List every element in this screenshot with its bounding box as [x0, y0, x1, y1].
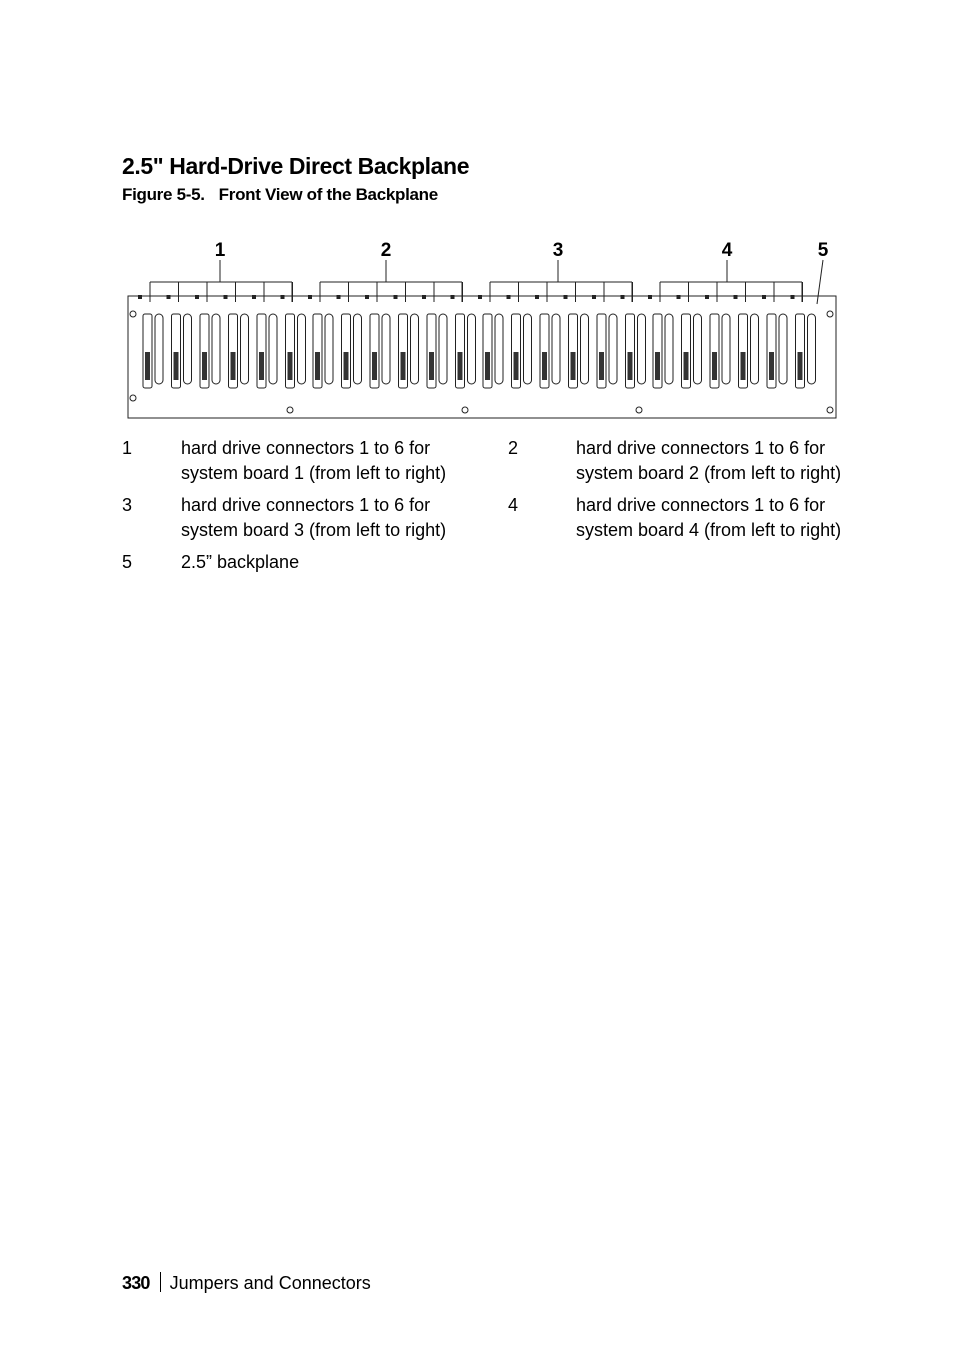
- connector-slot: [638, 314, 646, 384]
- connector-slot: [439, 314, 447, 384]
- connector-slot: [808, 314, 816, 384]
- connector-slot: [694, 314, 702, 384]
- connector-label-mark: [252, 295, 256, 299]
- section-heading: 2.5" Hard-Drive Direct Backplane: [122, 153, 470, 179]
- connector-pins: [571, 352, 576, 380]
- callout-text: 2.5” backplane: [181, 552, 300, 572]
- connector-label-mark: [451, 295, 455, 299]
- connector-pins: [145, 352, 150, 380]
- connector-pins: [231, 352, 236, 380]
- connector-label-mark: [422, 295, 426, 299]
- connector-pins: [259, 352, 264, 380]
- connector-slot: [468, 314, 476, 384]
- connector-pins: [769, 352, 774, 380]
- callout-label-3: 3: [552, 240, 564, 261]
- callout-label-2: 2: [380, 240, 392, 261]
- callout-label-1: 1: [214, 240, 226, 261]
- callout-label-5: 5: [817, 240, 829, 261]
- connector-label-mark: [365, 295, 369, 299]
- connector-slot: [722, 314, 730, 384]
- connector-pins: [288, 352, 293, 380]
- connector-slot: [665, 314, 673, 384]
- connector-label-mark: [478, 295, 482, 299]
- connector-pins: [485, 352, 490, 380]
- callout-row: [122, 436, 862, 493]
- connector-pins: [741, 352, 746, 380]
- connector-pins: [401, 352, 406, 380]
- callout-row: [122, 493, 862, 550]
- connector-slot: [751, 314, 759, 384]
- connector-slot: [411, 314, 419, 384]
- callout-number: 5: [122, 552, 133, 572]
- callout-number: 1: [122, 438, 133, 458]
- connector-label-mark: [195, 295, 199, 299]
- connector-slot: [581, 314, 589, 384]
- figure-caption-label: Figure 5-5.: [122, 185, 205, 204]
- connector-pins: [514, 352, 519, 380]
- mounting-hole: [462, 407, 468, 413]
- connector-label-mark: [308, 295, 312, 299]
- connector-pins: [458, 352, 463, 380]
- figure-caption-title: Front View of the Backplane: [218, 185, 438, 204]
- connector-slot: [269, 314, 277, 384]
- connector-pins: [599, 352, 604, 380]
- connector-pins: [628, 352, 633, 380]
- connector-label-mark: [734, 295, 738, 299]
- connector-label-mark: [281, 295, 285, 299]
- connector-pins: [372, 352, 377, 380]
- connector-slot: [155, 314, 163, 384]
- connector-slot: [495, 314, 503, 384]
- connector-slot: [325, 314, 333, 384]
- connector-label-mark: [791, 295, 795, 299]
- connector-slot: [212, 314, 220, 384]
- callout-number: 2: [508, 438, 519, 458]
- connector-label-mark: [507, 295, 511, 299]
- connector-pins: [174, 352, 179, 380]
- connector-pins: [315, 352, 320, 380]
- connector-label-mark: [138, 295, 142, 299]
- connector-label-mark: [167, 295, 171, 299]
- connector-pins: [429, 352, 434, 380]
- connector-slot: [779, 314, 787, 384]
- callout-number: 4: [508, 495, 519, 515]
- callout-text: hard drive connectors 1 to 6 for system board 4 (from left to right): [576, 495, 842, 540]
- connector-slot: [354, 314, 362, 384]
- callout-label-4: 4: [721, 240, 733, 261]
- mounting-hole: [827, 311, 833, 317]
- connector-label-mark: [677, 295, 681, 299]
- connector-slot: [524, 314, 532, 384]
- connector-slot: [382, 314, 390, 384]
- connector-label-mark: [621, 295, 625, 299]
- footer-section-title: Jumpers and Connectors: [169, 1273, 371, 1293]
- backplane-diagram: [120, 232, 845, 424]
- page-footer: [122, 1272, 371, 1294]
- connector-pins: [344, 352, 349, 380]
- connector-label-mark: [705, 295, 709, 299]
- connector-label-mark: [564, 295, 568, 299]
- connector-pins: [684, 352, 689, 380]
- connector-label-mark: [648, 295, 652, 299]
- mounting-hole: [287, 407, 293, 413]
- connector-slot: [241, 314, 249, 384]
- mounting-hole: [636, 407, 642, 413]
- callout-text: hard drive connectors 1 to 6 for system board 2 (from left to right): [576, 438, 842, 483]
- connector-slot: [609, 314, 617, 384]
- figure-caption: [122, 185, 438, 205]
- connector-slot: [552, 314, 560, 384]
- callout-text: hard drive connectors 1 to 6 for system board 3 (from left to right): [181, 495, 447, 540]
- connector-pins: [798, 352, 803, 380]
- connector-label-mark: [535, 295, 539, 299]
- connector-pins: [655, 352, 660, 380]
- connector-label-mark: [337, 295, 341, 299]
- connector-label-mark: [762, 295, 766, 299]
- connector-slot: [298, 314, 306, 384]
- footer-divider: [160, 1272, 161, 1292]
- connector-label-mark: [592, 295, 596, 299]
- mounting-hole: [130, 311, 136, 317]
- callout-number: 3: [122, 495, 133, 515]
- connector-pins: [712, 352, 717, 380]
- page-number: 330: [122, 1273, 150, 1293]
- connector-pins: [202, 352, 207, 380]
- connector-slot: [184, 314, 192, 384]
- callout-legend: [122, 436, 862, 580]
- callout-text: hard drive connectors 1 to 6 for system board 1 (from left to right): [181, 438, 447, 483]
- connector-label-mark: [224, 295, 228, 299]
- callout-row: [122, 550, 862, 580]
- connector-pins: [542, 352, 547, 380]
- connector-label-mark: [394, 295, 398, 299]
- backplane-figure: [120, 232, 845, 424]
- backplane-drawing: [128, 260, 836, 418]
- leader-line: [817, 260, 823, 304]
- mounting-hole: [827, 407, 833, 413]
- mounting-hole: [130, 395, 136, 401]
